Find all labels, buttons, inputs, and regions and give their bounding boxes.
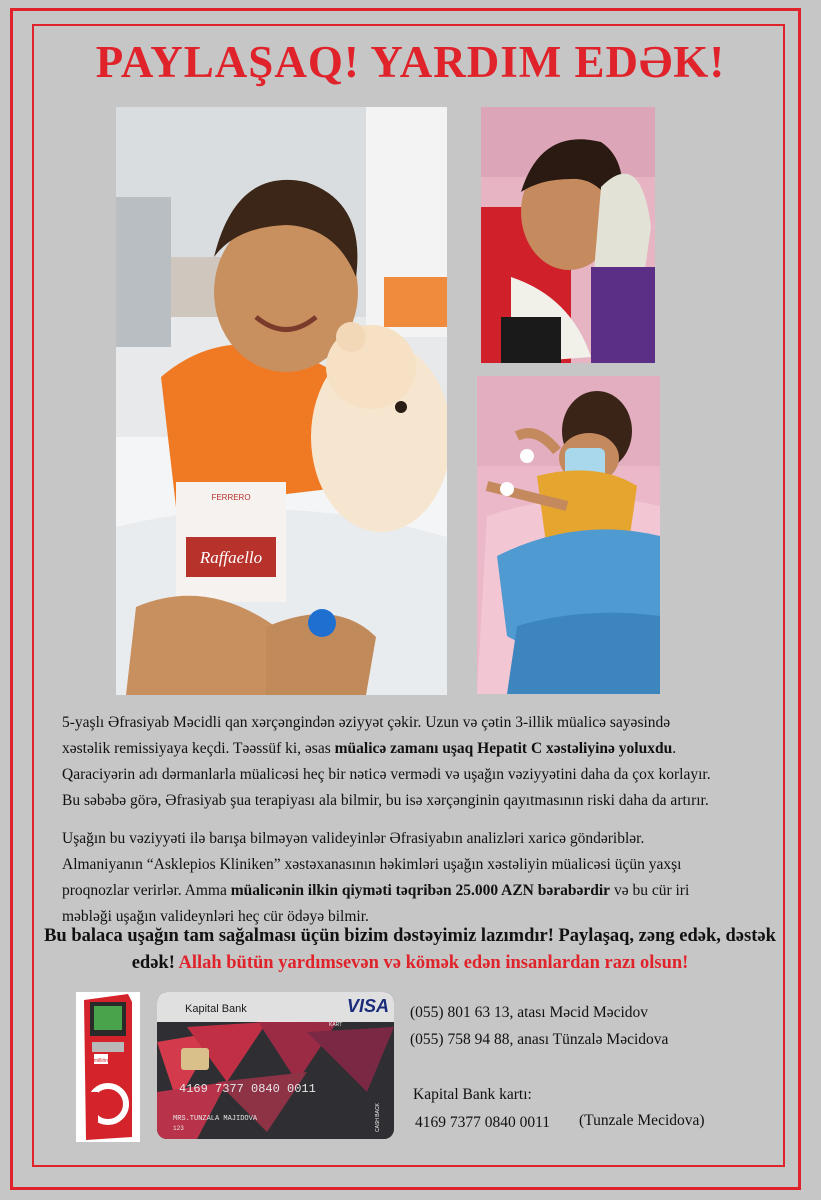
card-network: VISA	[347, 996, 390, 1016]
card-number: 4169 7377 0840 0011	[415, 1114, 551, 1131]
bank-card-image	[157, 992, 394, 1139]
paragraph-1-bold: müalicə zamanı uşaq Hepatit C xəstəliyinə yoluxdu	[334, 740, 673, 757]
card-holder-print: MRS.TUNZALA MAJIDOVA	[173, 1115, 258, 1123]
story-paragraph-2	[62, 826, 722, 930]
card-holder: (Tunzale Mecidova)	[579, 1112, 705, 1129]
support-callout	[40, 923, 780, 977]
bank-label: Kapital Bank kartı:	[413, 1086, 532, 1103]
paragraph-2-text-a: Uşağın bu vəziyyəti ilə barışa bilməyən valideyinlər Əfrasiyabın analizləri xaricə göndəriblər. Almaniyanın “Asklepios Kliniken” xəstəxanasının həkimləri uşağın xəstəliyin müalicəsi üçün yaxşı proqnozlar verirlər. Amma	[62, 830, 682, 899]
paragraph-2-text-b: və bu cür iri məbləği uşağın valideynləri heç cür ödəyə bilmir.	[62, 882, 690, 925]
paragraph-1-text-b: . Qaraciyərin adı dərmanlarla müalicəsi heç bir nəticə vermədi və uşağın vəziyyətini daha da çox korlayır. Bu səbəbə görə, Əfrasiyab şua terapiyası ala bilmir, bu isə xərçənginin qayıtmasının riski daha da artırır.	[62, 740, 711, 809]
story-paragraph-1	[62, 710, 722, 814]
mother-contact: (055) 758 94 88, anası Tünzalə Məcidova	[410, 1031, 669, 1048]
callout-black-text: Bu balaca uşağın tam sağalması üçün bizim dəstəyimiz lazımdır! Paylaşaq, zəng edək, dəstək edək!	[44, 926, 776, 973]
raffaello-box-label: Raffaello	[199, 548, 263, 567]
paragraph-2-bold: müalicənin ilkin qiyməti təqribən 25.000 AZN bərabərdir	[230, 882, 611, 899]
card-number-print: 4169 7377 0840 0011	[179, 1082, 316, 1096]
card-bank-name: Kapital Bank	[185, 1003, 247, 1015]
paragraph-1-text-a: 5-yaşlı Əfrasiyab Məcidli qan xərçəngindən əziyyət çəkir. Uzun və çətin 3-illik müalicə sayəsində xəstəlik remissiyaya keçdi. Təəssüf ki, əsas	[62, 714, 671, 757]
poster-title: PAYLAŞAQ! YARDIM EDƏK!	[95, 37, 726, 87]
photo-top-right	[481, 107, 655, 363]
terminal-brand: milliön	[93, 1058, 109, 1064]
father-contact: (055) 801 63 13, atası Məcid Məcidov	[410, 1004, 649, 1021]
main-photo	[116, 107, 447, 695]
photo-bottom-right	[477, 376, 660, 694]
payment-terminal-image	[76, 992, 140, 1142]
card-side-text: CASH BACK	[375, 1103, 381, 1132]
ferrero-box-label: FERRERO	[211, 493, 251, 502]
callout-red-text: Allah bütün yardımsevən və kömək edən insanlardan razı olsun!	[178, 953, 689, 973]
card-extra-print: 123	[173, 1125, 184, 1132]
card-top-tag: KART	[329, 1022, 343, 1028]
